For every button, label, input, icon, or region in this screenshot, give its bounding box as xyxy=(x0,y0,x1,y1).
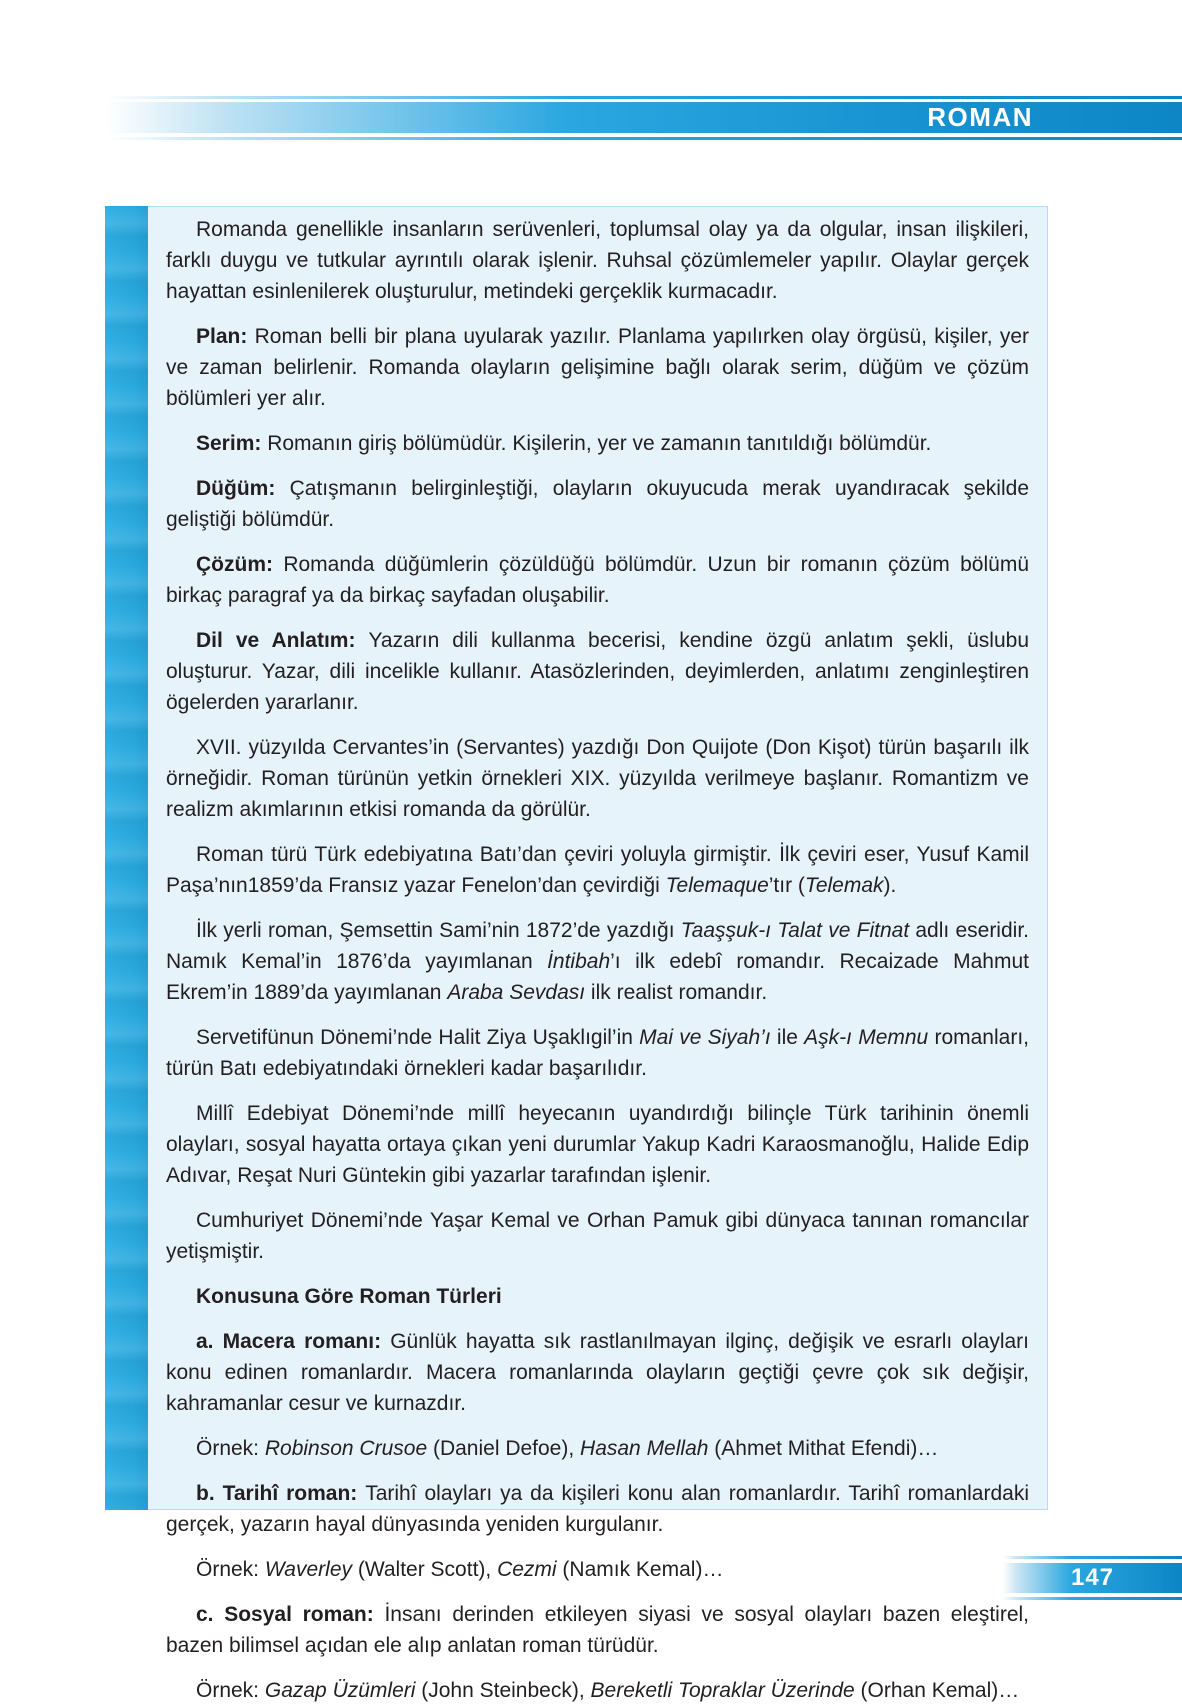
text-segment: Plan: xyxy=(196,325,255,348)
text-segment: Robinson Crusoe xyxy=(264,1437,428,1460)
text-segment: Yazarın dili kullanma becerisi, kendine özgü anlatım şekli, üslubu oluşturur. Yazar, dili incelikle kullanır. Atasözlerinden, deyimlerden, anlatımı zenginleştiren ögelerden yararlanır. xyxy=(166,629,1030,714)
text-segment: Cumhuriyet Dönemi’nde Yaşar Kemal ve Orhan Pamuk gibi dünyaca tanınan romancılar yetişmiştir. xyxy=(166,1209,1029,1263)
text-segment: Romanda düğümlerin çözüldüğü bölümdür. Uzun bir romanın çözüm bölümü birkaç paragraf ya da birkaç sayfadan oluşabilir. xyxy=(166,553,1030,607)
text-segment: İnsanı derinden etkileyen siyasi ve sosyal olayları bazen eleştirel, bazen bilimsel açıdan ele alıp anlatan roman türüdür. xyxy=(166,1603,1029,1657)
paragraph xyxy=(166,549,1029,611)
text-segment: Tarihî olayları ya da kişileri konu alan romanlardır. Tarihî romanlardaki gerçek, yazarın hayal dünyasında yeniden kurgulanır. xyxy=(166,1482,1029,1536)
text-segment: Bereketli Topraklar Üzerinde xyxy=(590,1679,855,1702)
text-segment: (Daniel Defoe), xyxy=(427,1437,581,1460)
paragraph xyxy=(166,1554,1029,1585)
footer-bar xyxy=(1003,1563,1182,1593)
header-top-rule xyxy=(0,96,1182,99)
text-segment: Konusuna Göre Roman Türleri xyxy=(196,1285,502,1308)
paragraph xyxy=(166,1675,1029,1706)
text-segment: (John Steinbeck), xyxy=(415,1679,591,1702)
text-segment: Romanda genellikle insanların serüvenleri, toplumsal olay ya da olgular, insan ilişkileri, farklı duygu ve tutkular ayrıntılı olarak işlenir. Ruhsal çözümlemeler yapılır. Olaylar gerçek hayattan esinlenilerek oluşturulur, metindeki gerçeklik kurmacadır. xyxy=(166,218,1029,303)
paragraph xyxy=(166,428,1029,459)
text-segment: ). xyxy=(883,874,897,897)
paragraph xyxy=(166,1205,1029,1267)
text-segment: (Namık Kemal)… xyxy=(556,1558,724,1581)
paragraph xyxy=(166,1478,1029,1540)
paragraph xyxy=(166,839,1029,901)
text-segment: ’tır ( xyxy=(768,874,805,897)
footer-band xyxy=(1003,1556,1182,1600)
text-segment: ile xyxy=(770,1026,805,1049)
left-accent-strip xyxy=(105,206,148,1510)
paragraph xyxy=(166,732,1029,825)
text-segment: Millî Edebiyat Dönemi’nde millî heyecanın uyandırdığı bilinçle Türk tarihinin önemli olayları, sosyal hayatta ortaya çıkan yeni durumlar Yakup Kadri Karaosmanoğlu, Halide Edip Adıvar, Reşat Nuri Güntekin gibi yazarlar tarafından işlenir. xyxy=(166,1102,1029,1187)
footer-top-rule xyxy=(1003,1556,1182,1559)
text-segment: (Walter Scott), xyxy=(352,1558,498,1581)
paragraph xyxy=(166,1433,1029,1464)
text-segment: (Orhan Kemal)… xyxy=(854,1679,1020,1702)
text-segment: Servetifünun Dönemi’nde Halit Ziya Uşaklıgil’in xyxy=(196,1026,640,1049)
text-segment: Cezmi xyxy=(497,1558,557,1581)
paragraph xyxy=(166,625,1029,718)
text-segment: Çözüm: xyxy=(196,553,284,576)
header-band xyxy=(0,96,1182,140)
content-panel xyxy=(148,206,1048,1702)
paragraph xyxy=(166,321,1029,414)
text-segment: Örnek: xyxy=(196,1437,265,1460)
text-segment: XVII. yüzyılda Cervantes’in (Servantes) yazdığı Don Quijote (Don Kişot) türün başarılı ilk örneğidir. Roman türünün yetkin örnekleri XIX. yüzyılda verilmeye başlanır. Romantizm ve realizm akımlarının etkisi romanda da görülür. xyxy=(166,736,1029,821)
text-segment: c. Sosyal roman: xyxy=(196,1603,385,1626)
paragraph xyxy=(166,473,1029,535)
text-segment: Roman türü Türk edebiyatına Batı’dan çeviri yoluyla girmiştir. İlk çeviri eser, Yusuf Kamil Paşa’nın1859’da Fransız yazar Fenelon’dan çevirdiği xyxy=(166,843,1029,897)
header-bar xyxy=(0,102,1182,133)
text-segment: romanları, türün Batı edebiyatındaki örnekleri kadar başarılıdır. xyxy=(166,1026,1029,1080)
text-segment: Romanın giriş bölümüdür. Kişilerin, yer ve zamanın tanıtıldığı bölümdür. xyxy=(267,432,932,455)
text-segment: Gazap Üzümleri xyxy=(264,1679,416,1702)
section-heading xyxy=(166,1281,1029,1312)
text-segment: İlk yerli roman, Şemsettin Sami’nin 1872’de yazdığı xyxy=(196,919,681,942)
footer-bottom-rule xyxy=(1003,1597,1182,1600)
text-segment: Telemak xyxy=(804,874,884,897)
text-segment: (Ahmet Mithat Efendi)… xyxy=(708,1437,939,1460)
text-segment: İntibah xyxy=(547,950,611,973)
text-segment: Telemaque xyxy=(665,874,769,897)
text-segment: Mai ve Siyah’ı xyxy=(639,1026,771,1049)
content-paragraphs xyxy=(166,214,1029,1706)
text-segment: Örnek: xyxy=(196,1679,265,1702)
text-segment: ilk realist romandır. xyxy=(585,981,768,1004)
paragraph xyxy=(166,214,1029,307)
page-header-title: ROMAN xyxy=(927,102,1033,132)
text-segment: Waverley xyxy=(264,1558,352,1581)
text-segment: Roman belli bir plana uyularak yazılır. Planlama yapılırken olay örgüsü, kişiler, yer ve zaman belirlenir. Romanda olayların gelişimine bağlı olarak serim, düğüm ve çözüm bölümleri yer alır. xyxy=(166,325,1029,410)
text-segment: Günlük hayatta sık rastlanılmayan ilginç, değişik ve esrarlı olayları konu edinen romanlardır. Macera romanlarında olayların geçtiği çevre çok sık değişir, kahramanlar cesur ve kurnazdır. xyxy=(166,1330,1030,1415)
text-segment: Hasan Mellah xyxy=(580,1437,709,1460)
paragraph xyxy=(166,1599,1029,1661)
text-segment: Araba Sevdası xyxy=(447,981,586,1004)
text-segment: ’ı ilk edebî romandır. Recaizade Mahmut Ekrem’in 1889’da yayımlanan xyxy=(166,950,1029,1004)
text-segment: Düğüm: xyxy=(196,477,290,500)
text-segment: Çatışmanın belirginleştiği, olayların okuyucuda merak uyandıracak şekilde geliştiği bölümdür. xyxy=(166,477,1029,531)
text-segment: b. Tarihî roman: xyxy=(196,1482,366,1505)
text-segment: Örnek: xyxy=(196,1558,265,1581)
text-segment: Taaşşuk-ı Talat ve Fitnat xyxy=(680,919,910,942)
paragraph xyxy=(166,1326,1029,1419)
paragraph xyxy=(166,915,1029,1008)
page-number: 147 xyxy=(1070,1564,1115,1591)
text-segment: Serim: xyxy=(196,432,268,455)
text-segment: Dil ve Anlatım: xyxy=(196,629,369,652)
text-segment: Aşk-ı Memnu xyxy=(804,1026,929,1049)
paragraph xyxy=(166,1022,1029,1084)
paragraph xyxy=(166,1098,1029,1191)
header-bottom-rule xyxy=(0,137,1182,140)
text-segment: a. Macera romanı: xyxy=(196,1330,391,1353)
text-segment: adlı eseridir. Namık Kemal’in 1876’da yayımlanan xyxy=(166,919,1029,973)
